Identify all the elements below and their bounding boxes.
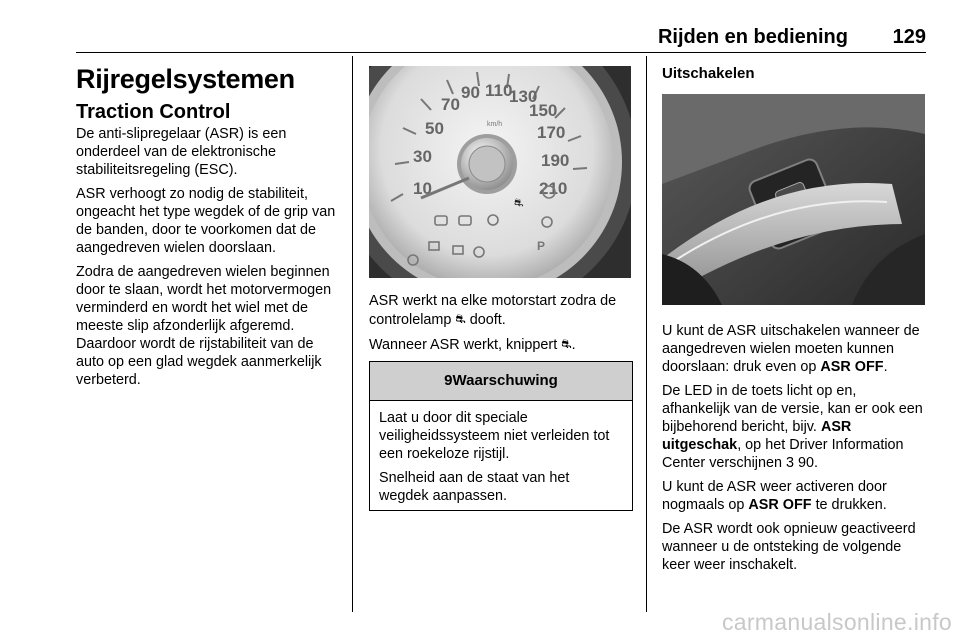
asr-lamp-icon: ⛐: [514, 196, 524, 209]
paragraph-reactivate: U kunt de ASR weer activeren door nogmaals op ASR OFF te drukken.: [662, 479, 887, 513]
asr-symbol-icon: ⛐: [561, 337, 572, 351]
gauge-number: 70: [441, 95, 460, 114]
switch-panel-illustration: [662, 94, 925, 305]
asr-off-label: ASR OFF: [748, 497, 812, 513]
subsection-heading: Uitschakelen: [662, 65, 755, 82]
left-column: [76, 62, 344, 395]
warning-icon: 9: [444, 372, 453, 389]
gauge-number: 90: [461, 83, 480, 102]
page-number: 129: [892, 26, 926, 48]
gauge-number: 130: [509, 87, 538, 106]
gauge-number: 50: [425, 119, 444, 138]
paragraph-asr-start: ASR werkt na elke motorstart zodra de controlelamp ⛐ dooft.: [369, 293, 617, 328]
right-column-heading: [662, 64, 928, 84]
warning-box: [369, 361, 633, 511]
paragraph-led: De LED in de toets licht op en, afhankelijk van de versie, kan er ook een bijbehorend bericht, bijv. ASR uitgeschak, op het Driver Information Center verschijnen 3 90.: [662, 383, 923, 471]
paragraph-ignition: De ASR wordt ook opnieuw geactiveerd wanneer u de ontsteking de volgende keer weer inschakelt.: [662, 521, 916, 573]
asr-message-label: ASR uitgeschak: [662, 419, 852, 453]
gauge-number: 170: [537, 123, 566, 142]
asr-symbol-icon: ⛐: [455, 312, 466, 326]
warning-text-1: Laat u door dit speciale veiligheidssysteem niet verleiden tot een roekeloze rijstijl.: [379, 410, 610, 462]
header-rule: [76, 52, 926, 53]
watermark: carmanualsonline.info: [721, 609, 952, 635]
gauge-number: 10: [413, 179, 432, 198]
middle-column-text: [369, 292, 635, 360]
column-divider-left: [352, 56, 353, 612]
right-column-text: [662, 322, 928, 580]
instrument-cluster-image: [369, 66, 631, 278]
gauge-number: 110: [485, 81, 513, 100]
svg-text:P: P: [537, 239, 546, 253]
warning-header: [370, 362, 632, 401]
warning-title: Waarschuwing: [452, 372, 558, 389]
gauge-number: 190: [541, 151, 570, 170]
paragraph-stability: ASR verhoogt zo nodig de stabiliteit, ongeacht het type wegdek of de grip van de banden, door te voorkomen dat de aangedreven wielen doorslaan.: [76, 186, 336, 256]
page-header: [76, 26, 926, 50]
asr-off-label: ASR OFF: [820, 359, 884, 375]
section-heading: Rijregelsystemen: [76, 64, 295, 94]
gauge-number: 210: [539, 179, 568, 198]
gauge-unit: km/h: [487, 121, 503, 128]
paragraph-asr-blink: Wanneer ASR werkt, knippert ⛐.: [369, 337, 576, 353]
speedometer-illustration: [369, 66, 631, 278]
gauge-number: 150: [529, 101, 558, 120]
paragraph-slip: Zodra de aangedreven wielen beginnen door te slaan, wordt het motorvermogen verminderd en wordt het wiel met de meeste slip afzonderlijk afgeremd. Daardoor wordt de rijstabiliteit van de auto op een glad wegdek aanmerkelijk verbeterd.: [76, 264, 332, 388]
asr-off-button-image: [662, 94, 925, 305]
paragraph-intro: De anti-slipregelaar (ASR) is een onderdeel van de elektronische stabiliteitsregeling (ESC).: [76, 126, 287, 178]
chapter-title: Rijden en bediening: [657, 26, 848, 48]
subsection-heading: Traction Control: [76, 101, 231, 123]
warning-body: [370, 401, 632, 505]
warning-text-2: Snelheid aan de staat van het wegdek aanpassen.: [379, 470, 570, 504]
column-divider-right: [646, 56, 647, 612]
paragraph-disable: U kunt de ASR uitschakelen wanneer de aangedreven wielen moeten kunnen doorslaan: druk even op ASR OFF.: [662, 323, 920, 375]
gauge-number: 30: [413, 147, 432, 166]
page-reference: 3 90.: [785, 455, 818, 471]
